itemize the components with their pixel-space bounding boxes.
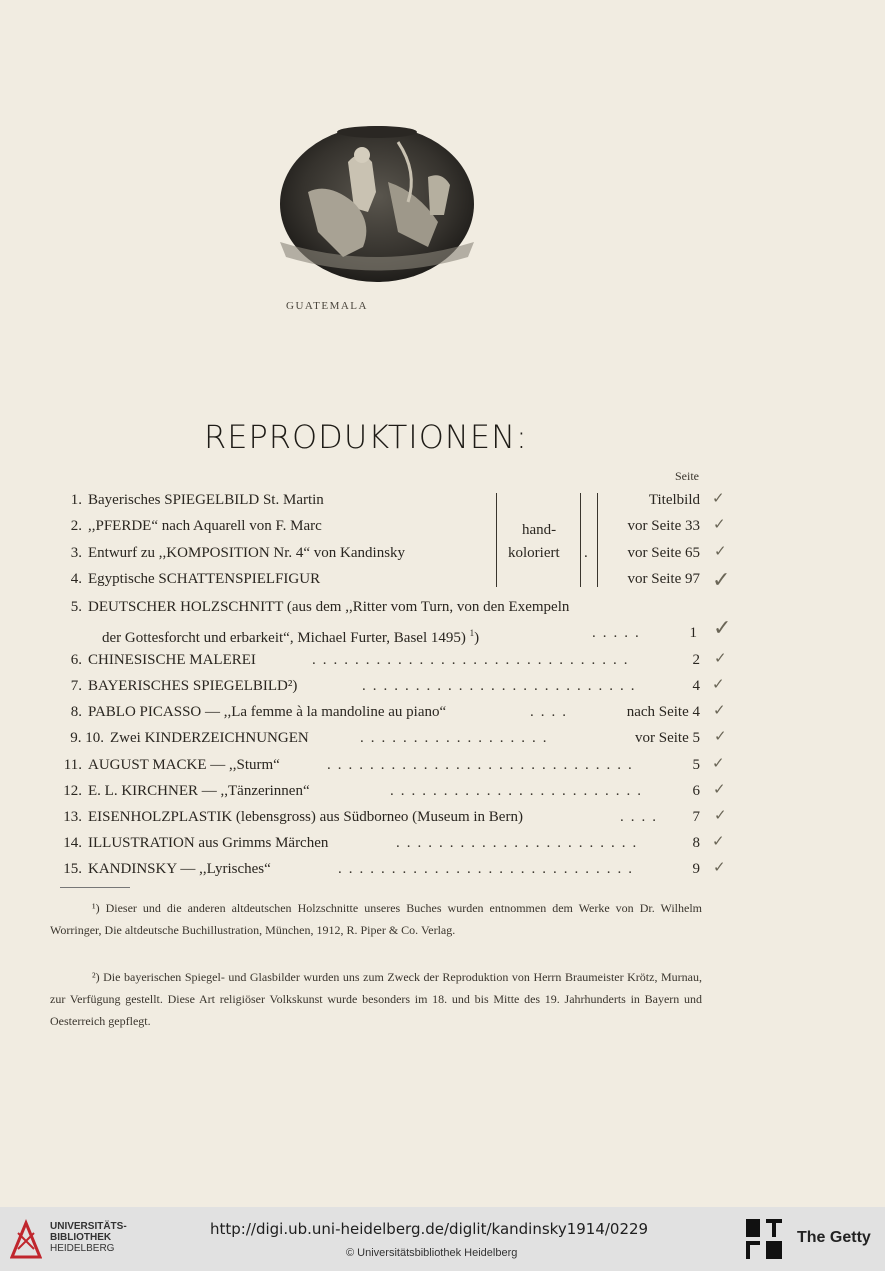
- list-item-15: 15. KANDINSKY — ,,Lyrisches“ ............................ 9: [63, 861, 700, 877]
- library-name: UNIVERSITÄTS- BIBLIOTHEK HEIDELBERG: [50, 1221, 127, 1254]
- guatemala-vase-illustration: [278, 122, 476, 284]
- list-item-11: 11. AUGUST MACKE — ,,Sturm“ ............................. 5: [63, 757, 700, 773]
- bracket-middle: [580, 493, 581, 587]
- check-mark-icon: ✓: [712, 754, 725, 772]
- hand-note-dot: .: [584, 545, 588, 561]
- list-item-5: 5. DEUTSCHER HOLZSCHNITT (aus dem ,,Ritter vom Turn, von den Exempeln: [70, 599, 570, 615]
- check-mark-icon: ✓: [713, 616, 732, 641]
- list-item-2: 2. ,,PFERDE“ nach Aquarell von F. Marc vor Seite 33: [70, 518, 700, 534]
- bracket-left: [496, 493, 497, 587]
- permalink-url[interactable]: http://digi.ub.uni-heidelberg.de/diglit/kandinsky1914/0229: [210, 1220, 649, 1238]
- page-title: REPRODUKTIONEN:: [204, 418, 528, 456]
- check-mark-icon: ✓: [712, 675, 725, 693]
- footnote-2: ²) Die bayerischen Spiegel- und Glasbilder wurden uns zum Zweck der Reproduktion von Herrn Braumeister Krötz, Murnau, zur Verfügung gestellt. Diese Art religiöser Volkskunst wurde besonders im 18. und bis Mitte des 19. Jahrhunderts in Bayern und Oesterreich gepflegt.: [50, 970, 702, 1028]
- check-mark-icon: ✓: [714, 542, 727, 560]
- list-item-9-10: 9. 10. Zwei KINDERZEICHNUNGEN .................. vor Seite 5: [70, 730, 700, 746]
- hand-note-line1: hand-: [522, 522, 557, 538]
- copyright-notice: © Universitätsbibliothek Heidelberg: [346, 1247, 518, 1259]
- page-column-header: Seite: [675, 469, 699, 483]
- getty-logo-icon: [744, 1217, 784, 1261]
- check-mark-icon: ✓: [714, 727, 727, 745]
- check-mark-icon: ✓: [712, 832, 725, 850]
- heidelberg-logo-icon: [10, 1219, 42, 1259]
- check-mark-icon: ✓: [712, 489, 725, 507]
- footnote-divider: [60, 887, 130, 888]
- figure-caption: GUATEMALA: [286, 300, 368, 312]
- check-mark-icon: ✓: [713, 780, 726, 798]
- check-mark-icon: ✓: [713, 515, 726, 533]
- list-item-13: 13. EISENHOLZPLASTIK (lebensgross) aus Südborneo (Museum in Bern) .... 7: [63, 809, 700, 825]
- list-item-8: 8. PABLO PICASSO — ,,La femme à la mandoline au piano“ .... nach Seite 4: [70, 704, 700, 720]
- bracket-right: [597, 493, 598, 587]
- list-item-6: 6. CHINESISCHE MALEREI .............................. 2: [70, 652, 700, 668]
- check-mark-icon: ✓: [713, 858, 726, 876]
- list-item-3: 3. Entwurf zu ,,KOMPOSITION Nr. 4“ von Kandinsky vor Seite 65: [70, 545, 700, 561]
- getty-label: The Getty: [797, 1229, 871, 1246]
- list-item-7: 7. BAYERISCHES SPIEGELBILD²) .......................... 4: [70, 678, 700, 694]
- footnote-1: ¹) Dieser und die anderen altdeutschen Holzschnitte unseres Buches wurden entnommen dem Werke von Dr. Wilhelm Worringer, Die altdeutsche Buchillustration, München, 1912, R. Piper & Co. Verlag.: [50, 901, 702, 937]
- library-footer: [0, 1207, 885, 1271]
- list-item-1: 1. Bayerisches SPIEGELBILD St. Martin Titelbild: [70, 492, 700, 508]
- list-item-4: 4. Egyptische SCHATTENSPIELFIGUR vor Seite 97: [70, 571, 700, 587]
- hand-note-line2: koloriert: [508, 545, 560, 561]
- check-mark-icon: ✓: [714, 806, 727, 824]
- check-mark-icon: ✓: [714, 649, 727, 667]
- list-item-12: 12. E. L. KIRCHNER — ,,Tänzerinnen“ ........................ 6: [63, 783, 700, 799]
- check-mark-icon: ✓: [712, 568, 731, 593]
- list-item-5-continuation: der Gottesforcht und erbarkeit“, Michael Furter, Basel 1495) $^1$) ..... 1: [102, 625, 697, 646]
- check-mark-icon: ✓: [713, 701, 726, 719]
- list-item-14: 14. ILLUSTRATION aus Grimms Märchen ....................... 8: [63, 835, 700, 851]
